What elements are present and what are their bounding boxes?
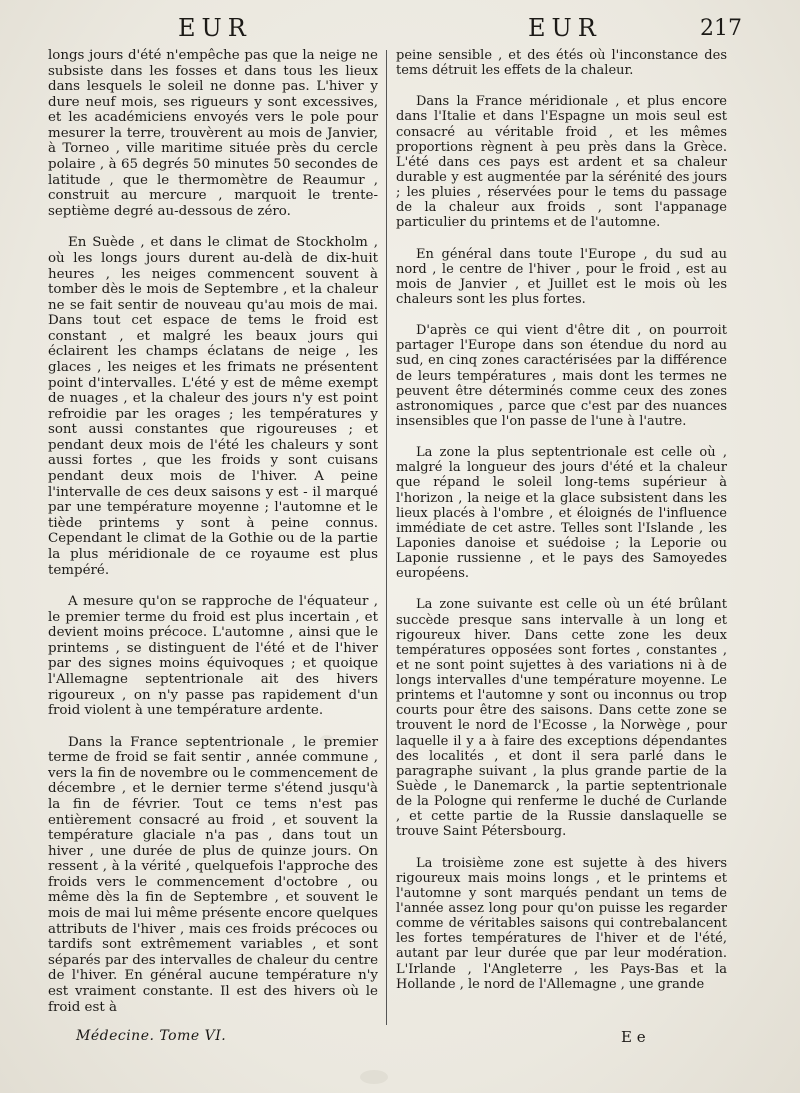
- paragraph: Dans la France septentrionale , le premier terme de froid se fait sentir , année commune , vers la fin de novembre ou le commencement de décembre , et le dernier terme s'étend jusqu'à la fin de février. Tout ce tems n'est pas entièrement consacré au froid , et souvent la température glaciale n'a pas , dans tout un hiver , une durée de plus de quinze jours. On ressent , à la vérité , quelquefois l'approche des froids vers le commencement d'octobre , ou même dès la fin de Septembre , et souvent le mois de mai lui même présente encore quelques attributs de l'hiver , mais ces froids précoces ou tardifs sont extrêmement variables , et sont séparés par des intervalles de chaleur du centre de l'hiver. En général aucune température n'y est vraiment constante. Il est des hivers où le froid est à: [48, 734, 378, 1015]
- paragraph: A mesure qu'on se rapproche de l'équateur , le premier terme du froid est plus incertain , et devient moins précoce. L'automne , ainsi que le printems , se distinguent de l'été et de l'hiver par des signes moins équivoques ; et quoique l'Allemagne septentrionale ait des hivers rigoureux , on n'y passe pas rapidement d'un froid violent à une température ardente.: [48, 594, 378, 719]
- column-divider: [386, 50, 387, 1025]
- paragraph: peine sensible , et des étés où l'inconstance des tems détruit les effets de la chaleur.: [396, 48, 727, 79]
- running-header: [0, 14, 800, 46]
- left-column: [48, 48, 378, 1015]
- volume-line: Médecine. Tome VI.: [76, 1028, 227, 1044]
- running-head-right: EUR: [528, 14, 602, 42]
- page-footer: [0, 1028, 800, 1052]
- paragraph: La zone la plus septentrionale est celle où , malgré la longueur des jours d'été et la chaleur que répand le soleil long-tems supérieur à l'horizon , la neige et la glace subsistent dans les lieux placés à l'ombre , et éloignés de l'influence immédiate de cet astre. Telles sont l'Islande , les Laponies danoise et suédoise ; la Leporie ou Laponie russienne , et le pays des Samoyedes européens.: [396, 445, 727, 582]
- signature-mark: E e: [621, 1028, 646, 1046]
- page-number: 217: [700, 16, 742, 41]
- right-column: [396, 48, 727, 992]
- paragraph: En général dans toute l'Europe , du sud au nord , le centre de l'hiver , pour le froid , est au mois de Janvier , et Juillet est le mois où les chaleurs sont les plus fortes.: [396, 246, 727, 307]
- running-head-left: EUR: [178, 14, 252, 42]
- paragraph: D'après ce qui vient d'être dit , on pourroit partager l'Europe dans son étendue du nord au sud, en cinq zones caractérisées par la différence de leurs températures , mais dont les termes ne peuvent être déterminés comme ceux des zones astronomiques , parce que c'est par des nuances insensibles que l'on passe de l'une à l'autre.: [396, 323, 727, 429]
- paragraph: La troisième zone est sujette à des hivers rigoureux mais moins longs , et le printems et l'automne y sont marqués pendant un tems de l'année assez long pour qu'on puisse les regarder comme de véritables saisons qui contrebalancent les fortes températures de l'hiver et de l'été, autant par leur durée que par leur modération. L'Irlande , l'Angleterre , les Pays-Bas et la Hollande , le nord de l'Allemagne , une grande: [396, 855, 727, 992]
- paragraph: La zone suivante est celle où un été brûlant succède presque sans intervalle à un long et rigoureux hiver. Dans cette zone les deux températures opposées sont fortes , constantes , et ne sont point sujettes à des variations ni à de longs intervalles d'une température moyenne. Le printems et l'automne y sont ou inconnus ou trop courts pour être des saisons. Dans cette zone se trouvent le nord de l'Ecosse , la Norwège , pour laquelle il y a à faire des exceptions dépendantes des localités , et dont il sera parlé dans le paragraphe suivant , la plus grande partie de la Suède , le Danemarck , la partie septentrionale de la Pologne qui renferme le duché de Curlande , et cette partie de la Russie danslaquelle se trouve Saint Pétersbourg.: [396, 597, 727, 840]
- paper-stain: [360, 1070, 388, 1084]
- paragraph: Dans la France méridionale , et plus encore dans l'Italie et dans l'Espagne un mois seul est consacré au véritable froid , et les mêmes proportions règnent à peu près dans la Grèce. L'été dans ces pays est ardent et sa chaleur durable y est augmentée par la sérénité des jours ; les pluies , réservées pour le tems du passage de la chaleur aux froids , sont l'appanage particulier du printems et de l'automne.: [396, 94, 727, 231]
- paragraph: En Suède , et dans le climat de Stockholm , où les longs jours durent au-delà de dix-huit heures , les neiges commencent souvent à tomber dès le mois de Septembre , et la chaleur ne se fait sentir de nouveau qu'au mois de mai. Dans tout cet espace de tems le froid est constant , et malgré les beaux jours qui éclairent les champs éclatans de neige , les glaces , les neiges et les frimats ne présentent point d'intervalles. L'été y est de même exempt de nuages , et la chaleur des jours n'y est point refroidie par les orages ; les températures y sont aussi constantes que rigoureuses ; et pendant deux mois de l'été les chaleurs y sont aussi fortes , que les froids y sont cuisans pendant deux mois de l'hiver. A peine l'intervalle de ces deux saisons y est - il marqué par une température moyenne ; l'automne et le tiède printems y sont à peine connus. Cependant le climat de la Gothie ou de la partie la plus méridionale de ce royaume est plus tempéré.: [48, 235, 378, 578]
- paragraph: longs jours d'été n'empêche pas que la neige ne subsiste dans les fosses et dans tous les lieux dans lesquels le soleil ne donne pas. L'hiver y dure neuf mois, ses rigueurs y sont excessives, et les académiciens envoyés vers le pole pour mesurer la terre, trouvèrent au mois de Janvier, à Torneo , ville maritime située près du cercle polaire , à 65 degrés 50 minutes 50 secondes de latitude , que le thermomètre de Reaumur , construit au mercure , marquoit le trente-septième degré au-dessous de zéro.: [48, 48, 378, 219]
